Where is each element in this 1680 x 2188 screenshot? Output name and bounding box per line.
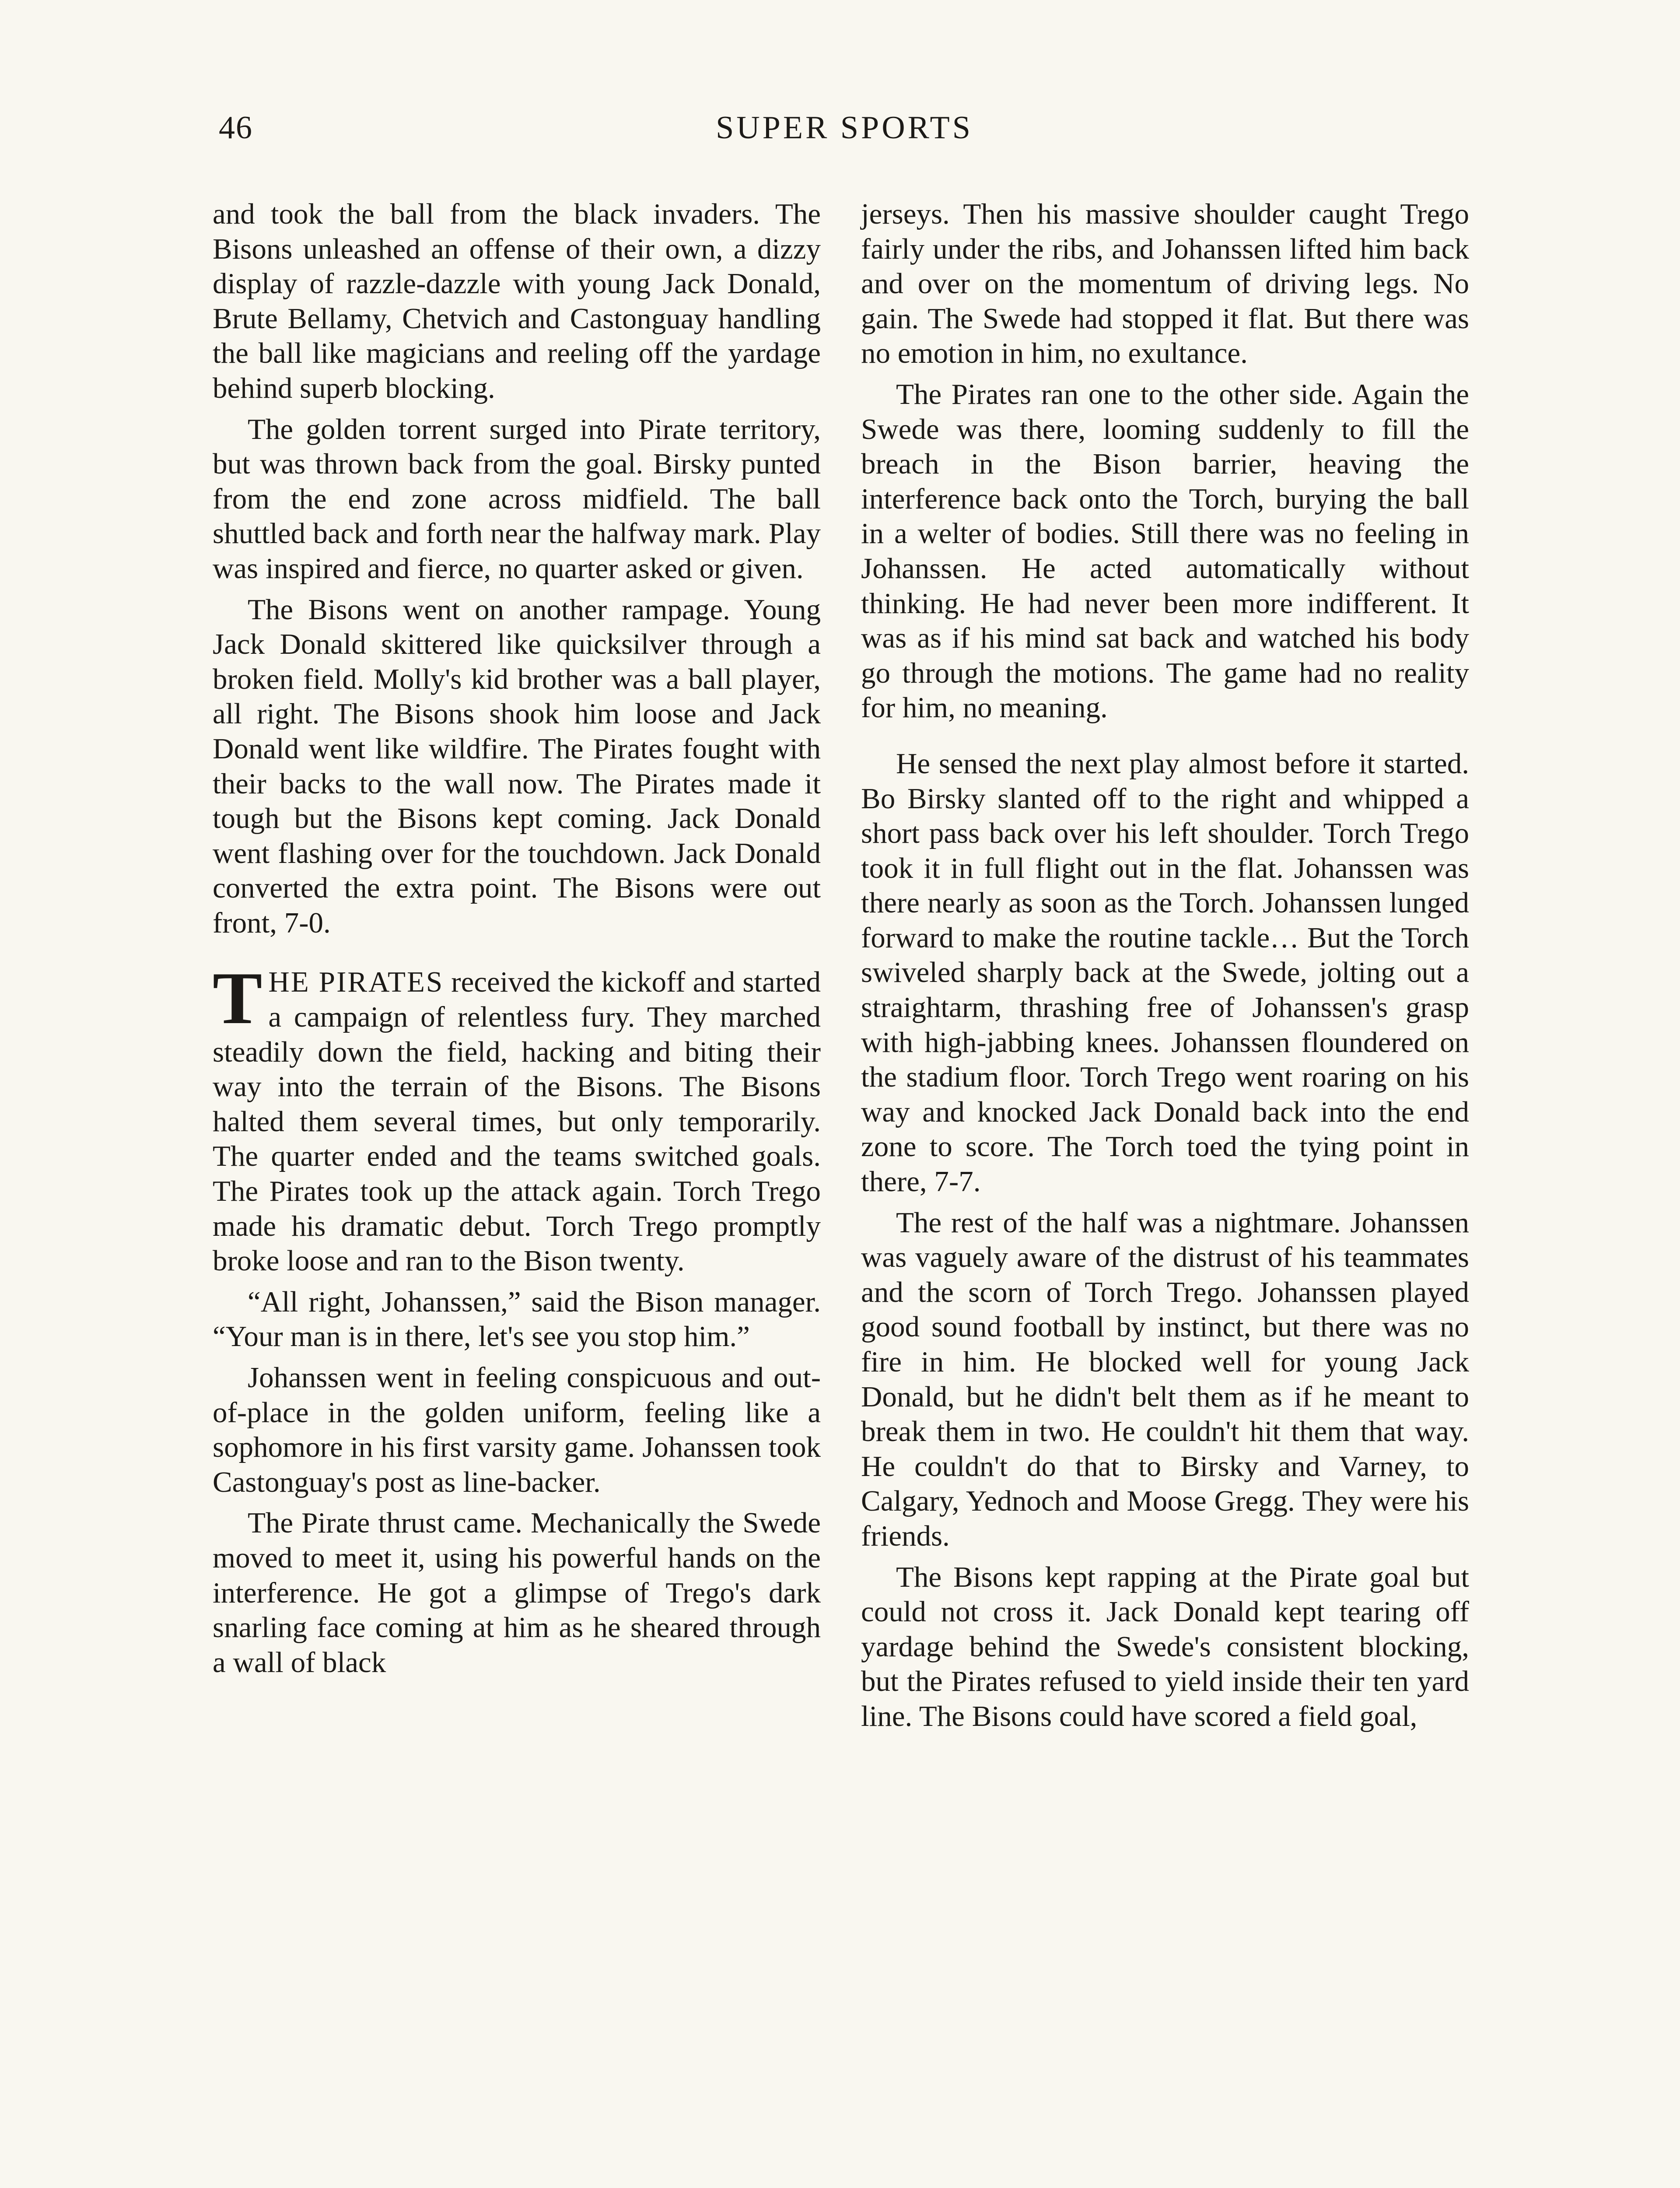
running-head: SUPER SPORTS <box>716 110 973 146</box>
paragraph: Johanssen went in feeling conspicuous and out-of-place in the golden uniform, feeling like a sophomore in his first varsity game. Johanssen took Castonguay's post as line-backer. <box>213 1361 821 1498</box>
paragraph-text: received the kickoff and started a campaign of relentless fury. They marched steadily down the field, hacking and biting their way into the terrain of the Bisons. The Bisons halted them several times, but only temporarily. The quarter ended and the teams switched goals. The Pirates took up the attack again. Torch Trego made his dramatic debut. Torch Trego promptly broke loose and ran to the Bison twenty. <box>213 966 821 1277</box>
paragraph: The golden torrent surged into Pirate territory, but was thrown back from the goal. Birsky punted from the end zone across midfield. The ball shuttled back and forth near the halfway mark. Play was inspired and fierce, no quarter asked or given. <box>213 413 821 585</box>
right-column <box>861 197 1469 1740</box>
paragraph: The Bisons kept rapping at the Pirate goal but could not cross it. Jack Donald kept tearing off yardage behind the Swede's consistent blocking, but the Pirates refused to yield inside their ten yard line. The Bisons could have scored a field goal, <box>861 1560 1469 1732</box>
paragraph: and took the ball from the black invaders. The Bisons unleashed an offense of their own, a dizzy display of razzle-dazzle with young Jack Donald, Brute Bellamy, Chetvich and Castonguay handling the ball like magicians and reeling off the yardage behind superb blocking. <box>213 198 821 404</box>
paragraph: The Pirates ran one to the other side. Again the Swede was there, looming suddenly to fill the breach in the Bison barrier, heaving the interference back onto the Torch, burying the ball in a welter of bodies. Still there was no feeling in Johanssen. He acted automatically without thinking. He had never been more indifferent. It was as if his mind sat back and watched his body go through the motions. The game had no reality for him, no meaning. <box>861 378 1469 724</box>
paragraph: jerseys. Then his massive shoulder caught Trego fairly under the ribs, and Johanssen lifted him back and over on the momentum of driving legs. No gain. The Swede had stopped it flat. But there was no emotion in him, no exultance. <box>861 198 1469 370</box>
paragraph-with-dropcap <box>213 957 821 1278</box>
paragraph: “All right, Johanssen,” said the Bison manager. “Your man is in there, let's see you stop him.” <box>213 1285 821 1353</box>
left-column <box>213 197 821 1686</box>
page-header <box>0 109 1680 162</box>
drop-cap: T <box>213 957 262 1040</box>
paragraph: The rest of the half was a nightmare. Johanssen was vaguely aware of the distrust of his teammates and the scorn of Torch Trego. Johanssen played good sound football by instinct, but there was no fire in him. He blocked well for young Jack Donald, but he didn't belt them as if he meant to break them in two. He couldn't hit them that way. He couldn't do that to Birsky and Varney, to Calgary, Yednoch and Moose Gregg. They were his friends. <box>861 1206 1469 1552</box>
paragraph: The Bisons went on another rampage. Young Jack Donald skittered like quicksilver through a broken field. Molly's kid brother was a ball player, all right. The Bisons shook him loose and Jack Donald went like wildfire. The Pirates fought with their backs to the wall now. The Pirates made it tough but the Bisons kept coming. Jack Donald went flashing over for the touchdown. Jack Donald converted the extra point. The Bisons were out front, 7-0. <box>213 593 821 939</box>
page-number: 46 <box>219 110 253 146</box>
paragraph: The Pirate thrust came. Mechanically the Swede moved to meet it, using his powerful hands on the interference. He got a glimpse of Trego's dark snarling face coming at him as he sheared through a wall of black <box>213 1507 821 1679</box>
lead-in-caps: HE PIRATES <box>268 966 444 999</box>
paragraph: He sensed the next play almost before it started. Bo Birsky slanted off to the right and whipped a short pass back over his left shoulder. Torch Trego took it in full flight out in the flat. Johanssen was there nearly as soon as the Torch. Johanssen lunged forward to make the routine tackle… But the Torch swiveled sharply back at the Swede, jolting out a straightarm, thrashing free of Johanssen's grasp with high-jabbing knees. Johanssen floundered on the stadium floor. Torch Trego went roaring on his way and knocked Jack Donald back into the end zone to score. The Torch toed the tying point in there, 7-7. <box>861 747 1469 1198</box>
